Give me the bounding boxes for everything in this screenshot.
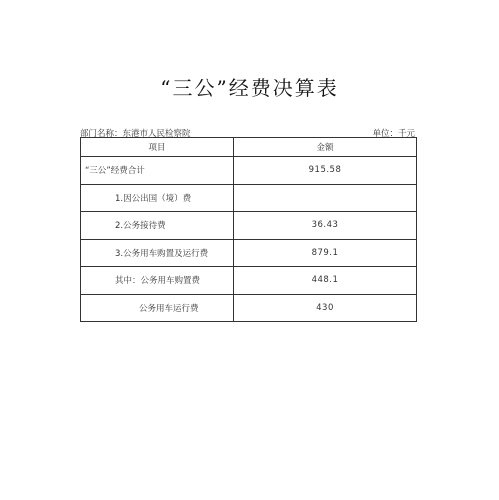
row-value-reception: 36.43 bbox=[234, 212, 417, 240]
column-header-item: 项目 bbox=[81, 138, 234, 157]
row-value-overseas bbox=[234, 184, 417, 212]
table-row bbox=[81, 239, 417, 267]
table-row bbox=[81, 157, 417, 185]
column-header-amount: 金额 bbox=[234, 138, 417, 157]
unit-label: 单位：千元 bbox=[372, 129, 415, 139]
table-row bbox=[81, 184, 417, 212]
row-value-vehicle-purchase: 448.1 bbox=[234, 267, 417, 295]
row-label-vehicle-operation: 公务用车运行费 bbox=[81, 294, 234, 322]
expense-table bbox=[80, 137, 417, 322]
table-row bbox=[81, 294, 417, 322]
row-value-vehicle-operation: 430 bbox=[234, 294, 417, 322]
row-label-vehicle-purchase: 其中：公务用车购置费 bbox=[81, 267, 234, 295]
table-row bbox=[81, 267, 417, 295]
row-value-vehicle: 879.1 bbox=[234, 239, 417, 267]
row-label-total: “三公”经费合计 bbox=[81, 157, 234, 185]
row-label-vehicle: 3.公务用车购置及运行费 bbox=[81, 239, 234, 267]
table-row bbox=[81, 212, 417, 240]
row-label-reception: 2.公务接待费 bbox=[81, 212, 234, 240]
row-label-overseas: 1.因公出国（境）费 bbox=[81, 184, 234, 212]
department-label: 部门名称：东港市人民检察院 bbox=[80, 129, 191, 139]
row-value-total: 915.58 bbox=[234, 157, 417, 185]
page-title: “三公”经费决算表 bbox=[160, 76, 339, 100]
table-header-row bbox=[81, 138, 417, 157]
